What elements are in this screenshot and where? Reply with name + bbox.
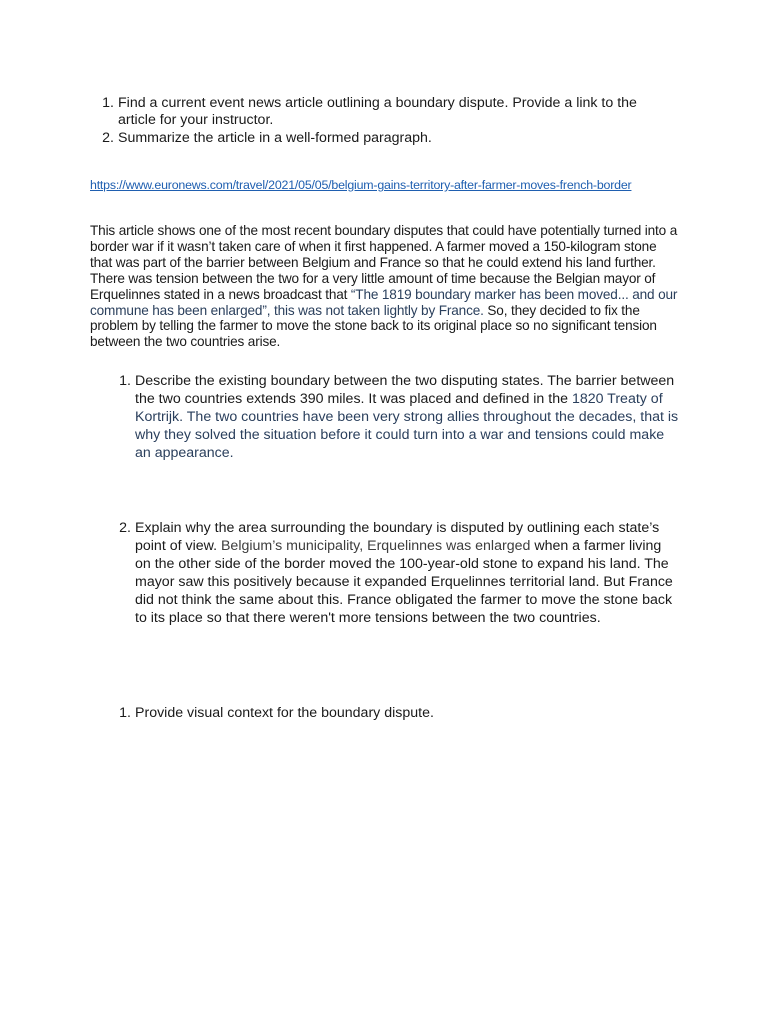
question-prompt: Explain why the area surrounding the boundary is disputed by outlining each state’s point of view. — [135, 520, 660, 554]
summary-text-end: So, they decided to fix the problem by telling the farmer to move the stone back to its original place so no significant tension between the two countries arise. — [90, 302, 657, 350]
instruction-text: Find a current event news article outlining a boundary dispute. Provide a link to the article for your instructor. — [118, 95, 637, 129]
question-block — [119, 373, 680, 463]
list-number: 1. — [119, 705, 131, 721]
answer-text-continued: when a farmer living on the other side of the border moved the 100-year-old stone to expand his land. The mayor saw this positively because it expanded Erquelinnes territorial land. But France did not think the same about this. France obligated the farmer to move the stone back to its place so that there weren't more tensions between the two countries. — [135, 537, 673, 626]
answer-text: Belgium’s municipality, Erquelinnes was enlarged — [217, 537, 531, 554]
summary-quote: “The 1819 boundary marker has been moved... and our commune has been enlarged”, this was not taken lightly by France. — [90, 286, 678, 318]
list-number: 1. — [102, 95, 114, 111]
answer-text: The barrier between the two countries extends 390 miles. It was placed and defined in the — [135, 373, 675, 407]
question-block — [119, 520, 680, 627]
instruction-list — [102, 95, 678, 147]
article-link[interactable]: https://www.euronews.com/travel/2021/05/05/belgium-gains-territory-after-farmer-moves-french-border — [90, 178, 632, 192]
summary-paragraph — [90, 223, 680, 350]
list-number: 1. — [119, 373, 131, 389]
instruction-item — [102, 129, 678, 147]
list-number: 2. — [119, 520, 131, 536]
list-number: 2. — [102, 129, 114, 146]
answer-text-continued: 1820 Treaty of Kortrijk. The two countries have been very strong allies throughout the decades, that is why they solved the situation before it could turn into a war and tensions could make an appearance. — [135, 390, 679, 461]
question-prompt: Describe the existing boundary between the two disputing states. — [135, 373, 544, 389]
question-prompt: Provide visual context for the boundary dispute. — [135, 705, 434, 721]
summary-text: This article shows one of the most recent boundary disputes that could have potentially turned into a border war if it wasn’t taken care of when it first happened. A farmer moved a 150-kilogram stone that was part of the barrier between Belgium and France so that he could extend his land further. There was tension between the two for a very little amount of time because the Belgian mayor of Erquelinnes stated in a news broadcast that — [90, 223, 678, 302]
instruction-text: Summarize the article in a well-formed paragraph. — [118, 129, 432, 146]
question-block — [119, 705, 680, 723]
instruction-item — [102, 95, 678, 130]
